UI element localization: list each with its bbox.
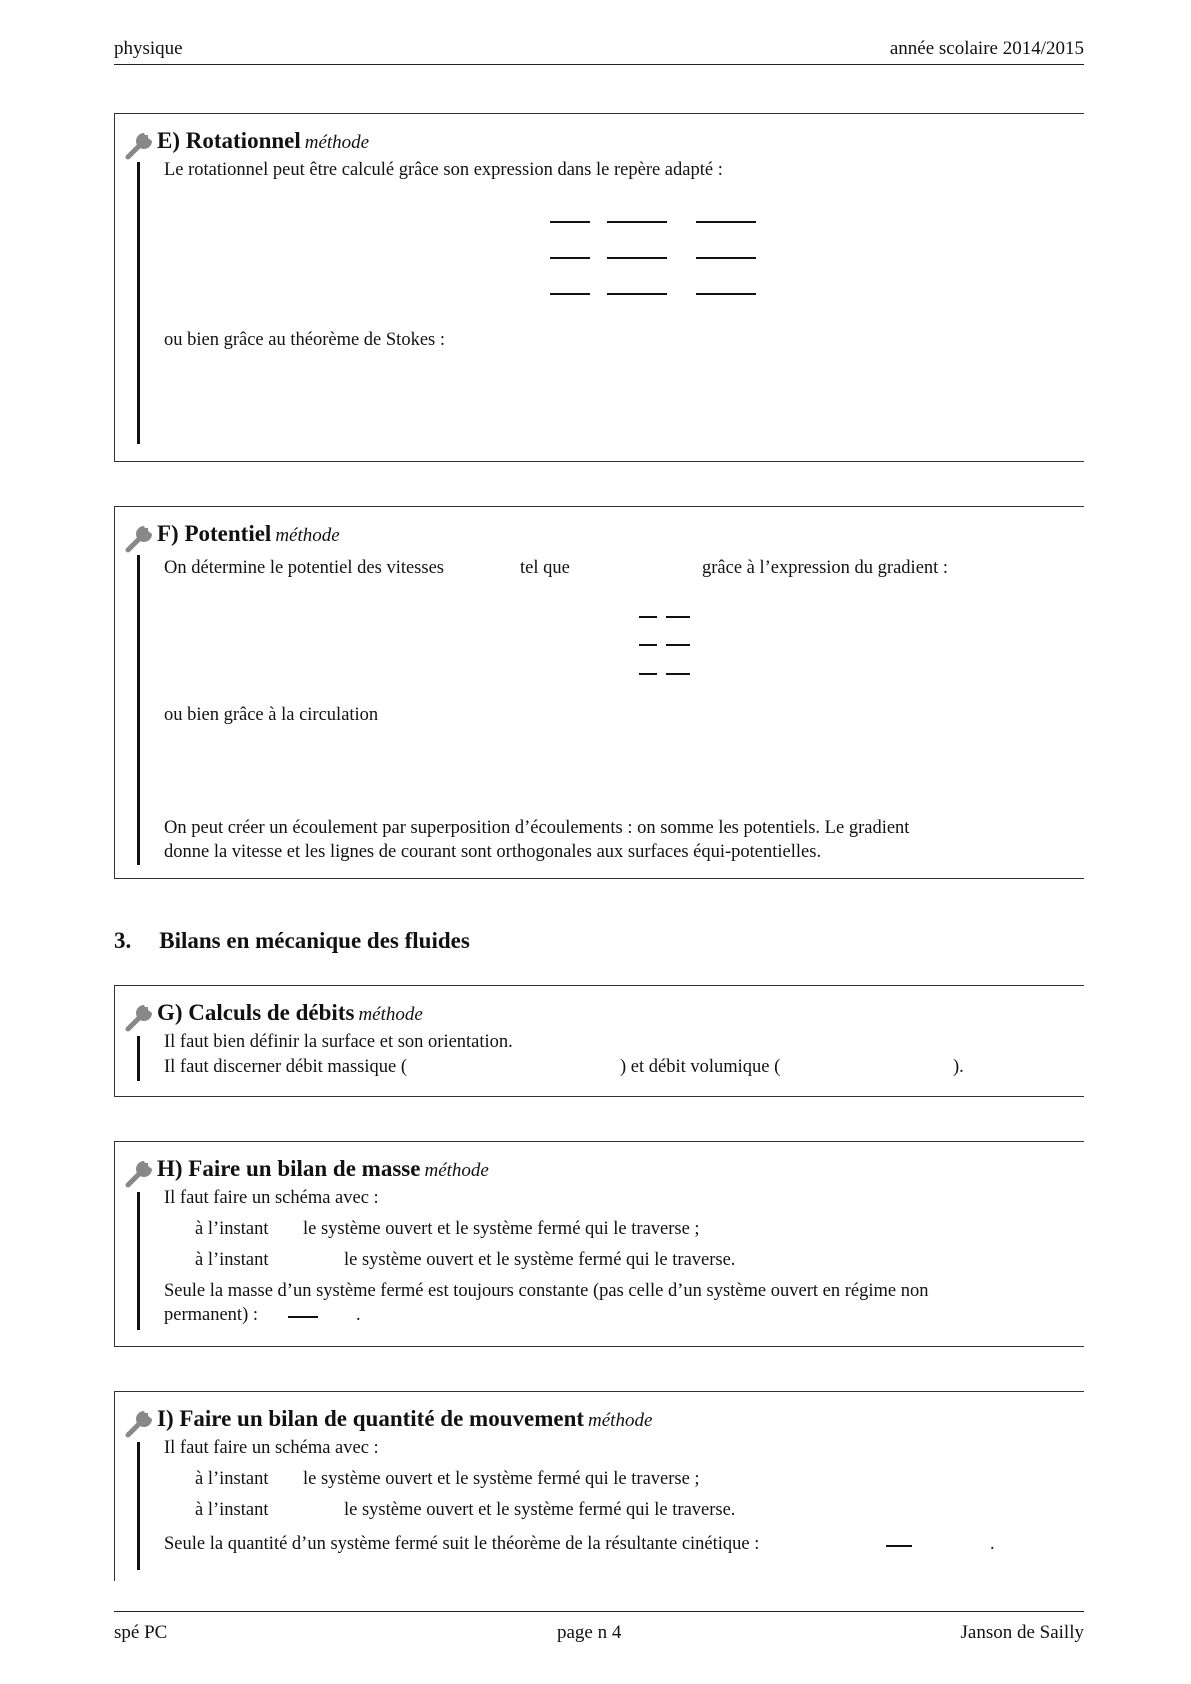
text-line: Il faut discerner débit massique ( (164, 1057, 407, 1077)
text-line: . (990, 1534, 995, 1554)
text-line: On peut créer un écoulement par superposition d’écoulements : on somme les potentiels. Le gradient (164, 818, 910, 838)
text-line: Il faut faire un schéma avec : (164, 1438, 379, 1458)
text-line: Seule la quantité d’un système fermé suit le théorème de la résultante cinétique : (164, 1534, 760, 1554)
wrench-icon (124, 124, 160, 160)
box-title: I) Faire un bilan de quantité de mouvement méthode (157, 1406, 653, 1431)
list-item: le système ouvert et le système fermé qui le traverse. (344, 1500, 736, 1520)
text-line: tel que (520, 558, 570, 578)
list-item: le système ouvert et le système fermé qui le traverse ; (303, 1219, 700, 1239)
list-item: à l’instant (195, 1219, 269, 1239)
text-line: Il faut faire un schéma avec : (164, 1188, 379, 1208)
list-item: à l’instant (195, 1469, 269, 1489)
text-line: On détermine le potentiel des vitesses (164, 558, 444, 578)
box-bar (137, 555, 140, 865)
fraction-bar (886, 1545, 912, 1547)
box-bar (137, 1442, 140, 1570)
box-title: H) Faire un bilan de masse méthode (157, 1156, 489, 1181)
text-line: ou bien grâce au théorème de Stokes : (164, 330, 445, 350)
footer-rule (114, 1611, 1084, 1612)
text-line: Seule la masse d’un système fermé est toujours constante (pas celle d’un système ouvert en régime non (164, 1281, 929, 1301)
box-title: E) Rotationnel méthode (157, 128, 370, 153)
header-right: année scolaire 2014/2015 (889, 38, 1084, 59)
header-rule (114, 64, 1084, 65)
text-line: grâce à l’expression du gradient : (702, 558, 949, 578)
list-item: à l’instant (195, 1250, 269, 1270)
text-line: . (356, 1305, 361, 1325)
fraction-bar (288, 1316, 318, 1318)
list-item: le système ouvert et le système fermé qui le traverse ; (303, 1469, 700, 1489)
box-title: F) Potentiel méthode (157, 521, 340, 546)
method-box-rotationnel (114, 113, 1084, 462)
box-bar (137, 1192, 140, 1330)
footer-page-number: page n 4 (557, 1622, 622, 1643)
text-line: ou bien grâce à la circulation (164, 705, 379, 725)
wrench-icon (124, 1402, 160, 1438)
box-bar (137, 1036, 140, 1081)
footer-left: spé PC (114, 1622, 168, 1643)
footer-right: Janson de Sailly (960, 1622, 1084, 1643)
method-box-bilan-quantite-mouvement (114, 1391, 1084, 1581)
box-title: G) Calculs de débits méthode (157, 1000, 423, 1025)
wrench-icon (124, 517, 160, 553)
wrench-icon (124, 996, 160, 1032)
text-line: permanent) : (164, 1305, 258, 1325)
text-line: Le rotationnel peut être calculé grâce son expression dans le repère adapté : (164, 160, 723, 180)
text-line: ) et débit volumique ( (620, 1057, 781, 1077)
wrench-icon (124, 1152, 160, 1188)
text-line: Il faut bien définir la surface et son orientation. (164, 1032, 513, 1052)
method-box-debits (114, 985, 1084, 1097)
text-line: donne la vitesse et les lignes de courant sont orthogonales aux surfaces équi-potentielles. (164, 842, 822, 862)
section-heading: 3. Bilans en mécanique des fluides (114, 928, 470, 953)
list-item: le système ouvert et le système fermé qui le traverse. (344, 1250, 736, 1270)
method-box-bilan-masse (114, 1141, 1084, 1347)
header-left: physique (114, 38, 183, 59)
box-bar (137, 162, 140, 444)
list-item: à l’instant (195, 1500, 269, 1520)
text-line: ). (953, 1057, 964, 1077)
method-box-potentiel (114, 506, 1084, 879)
